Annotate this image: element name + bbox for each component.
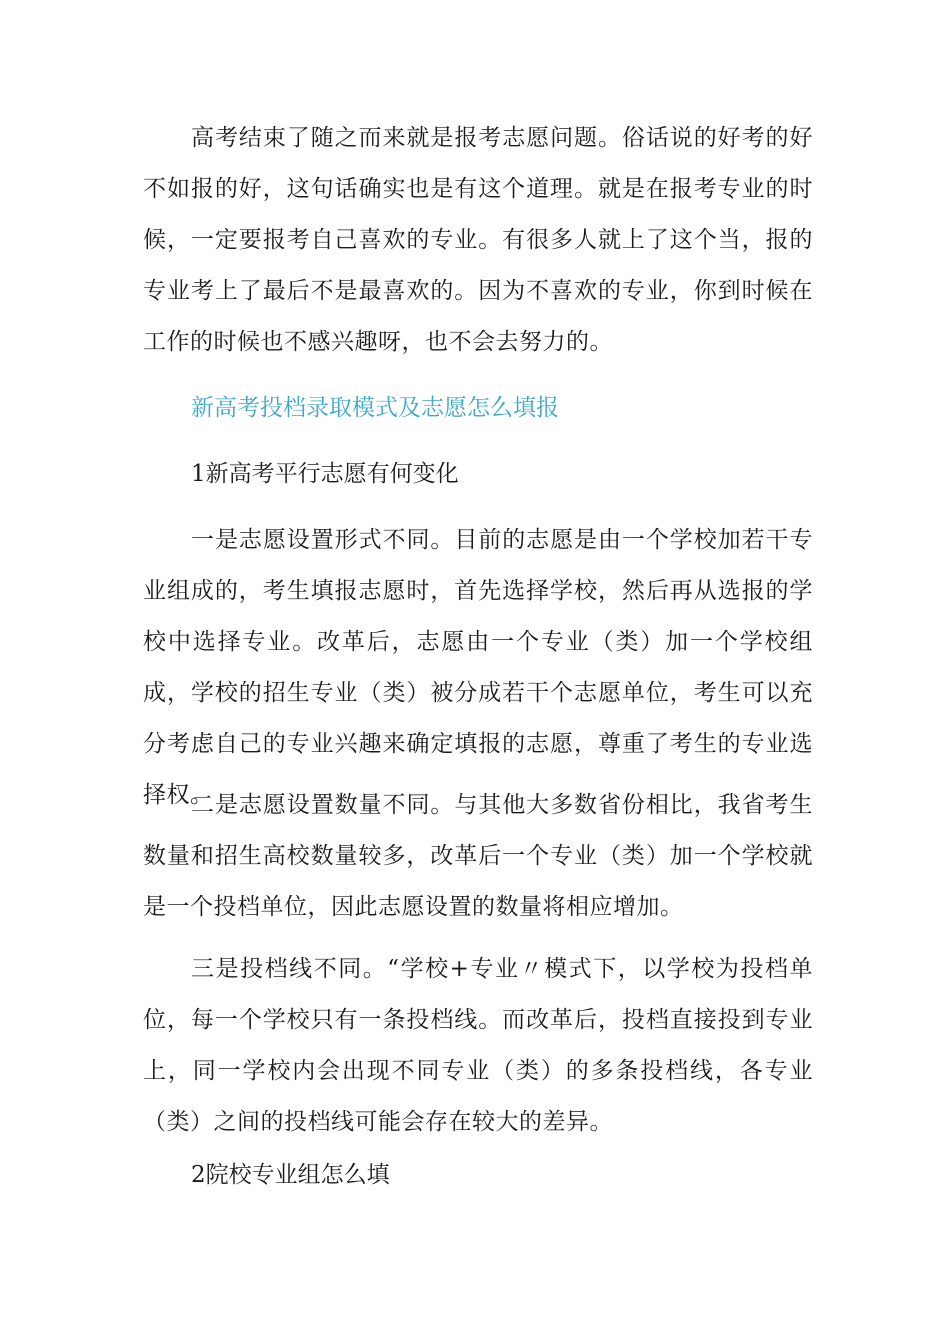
intro-paragraph: 高考结束了随之而来就是报考志愿问题。俗话说的好考的好不如报的好，这句话确实也是有这个道理。就是在报考专业的时候，一定要报考自己喜欢的专业。有很多人就上了这个当，报的专业考上了最后不是最喜欢的。因为不喜欢的专业，你到时候在工作的时候也不感兴趣呀，也不会去努力的。 <box>143 125 813 355</box>
section-1-paragraph-2: 二是志愿设置数量不同。与其他大多数省份相比，我省考生数量和招生高校数量较多，改革后一个专业（类）加一个学校就是一个投档单位，因此志愿设置的数量将相应增加。 <box>143 792 813 920</box>
section-1-paragraph-1: 一是志愿设置形式不同。目前的志愿是由一个学校加若干专业组成的，考生填报志愿时，首先选择学校，然后再从选报的学校中选择专业。改革后，志愿由一个专业（类）加一个学校组成，学校的招生专业（类）被分成若干个志愿单位，考生可以充分考虑自己的专业兴趣来确定填报的志愿，尊重了考生的专业选择权。 <box>143 527 813 808</box>
section-2-heading: 2院校专业组怎么填 <box>191 1162 390 1188</box>
document-title: 新高考投档录取模式及志愿怎么填报 <box>191 395 559 421</box>
section-1-paragraph-3: 三是投档线不同。“学校+专业〃模式下，以学校为投档单位，每一个学校只有一条投档线。而改革后，投档直接投到专业上，同一学校内会出现不同专业（类）的多条投档线，各专业（类）之间的投档线可能会存在较大的差异。 <box>143 956 813 1135</box>
section-1-heading: 1新高考平行志愿有何变化 <box>191 461 459 487</box>
